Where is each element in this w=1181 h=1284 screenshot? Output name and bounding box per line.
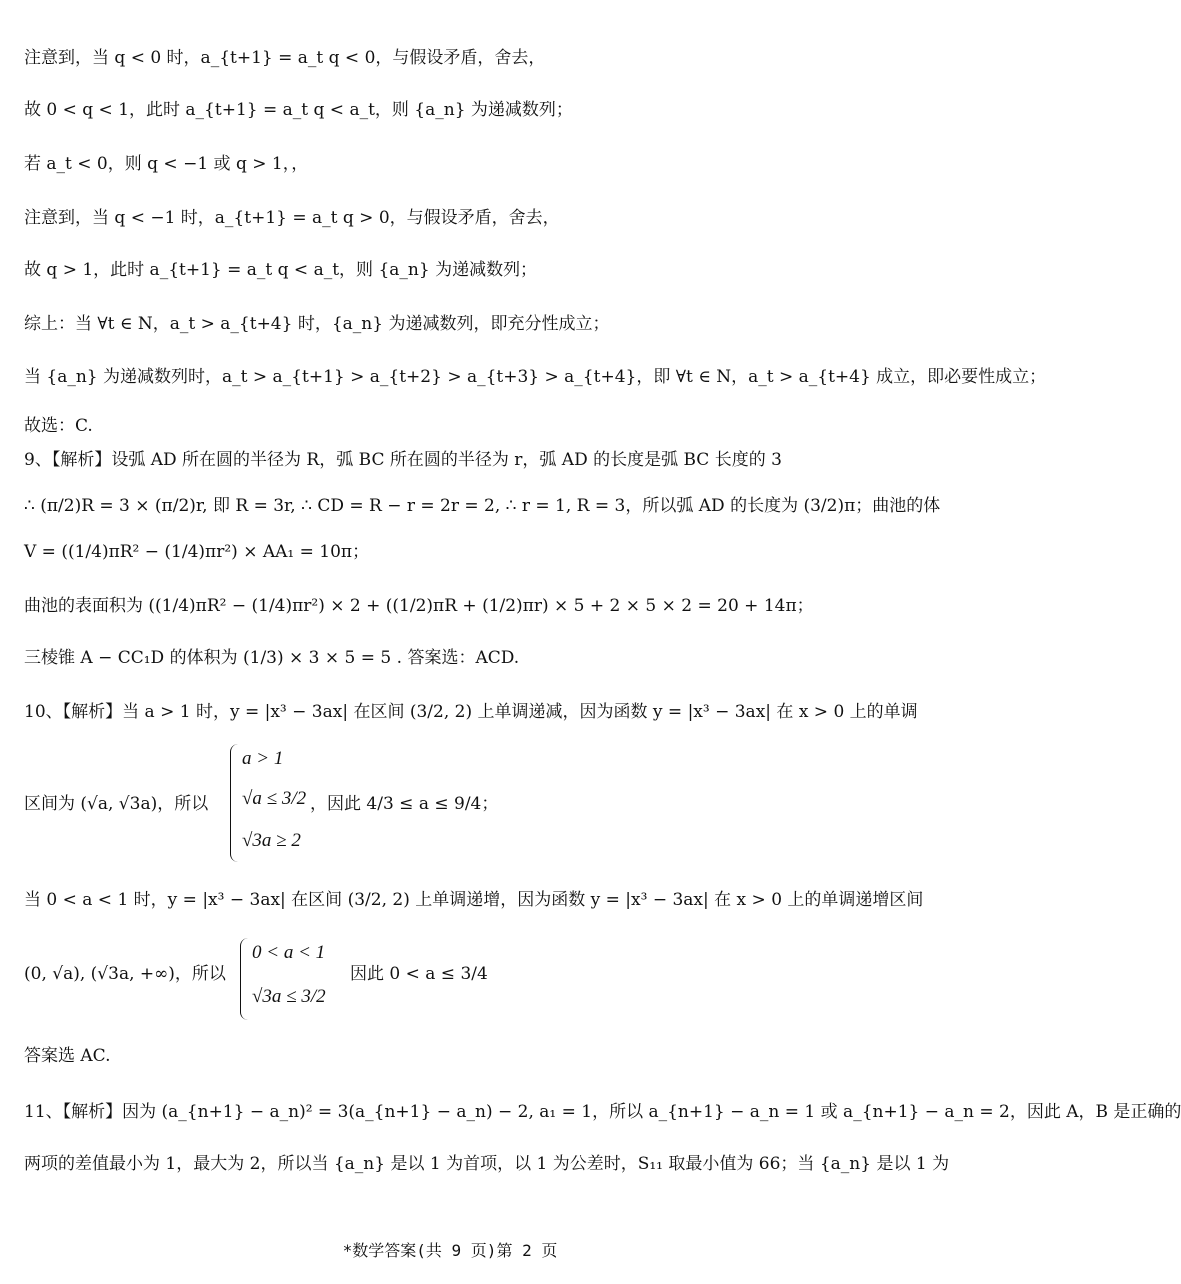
text-line: 答案选 AC. [24, 1046, 111, 1066]
system-row: √a ≤ 3/2 [242, 788, 307, 809]
text-line: 注意到，当 q < 0 时，a_{t+1} = a_t q < 0，与假设矛盾，舍去， [24, 48, 546, 68]
text-line: 注意到，当 q < −1 时，a_{t+1} = a_t q > 0，与假设矛盾，舍去， [24, 208, 560, 228]
text-line: 10、【解析】当 a > 1 时，y = |x³ − 3ax| 在区间 (3/2, 2) 上单调递减，因为函数 y = |x³ − 3ax| 在 x > 0 上的单调 [24, 702, 918, 722]
text-line: ∴ (π/2)R = 3 × (π/2)r, 即 R = 3r, ∴ CD = R − r = 2r = 2, ∴ r = 1, R = 3，所以弧 AD 的长度为 (3/2)π；曲池的体 [24, 496, 941, 516]
text-line: 9、【解析】设弧 AD 所在圆的半径为 R，弧 BC 所在圆的半径为 r，弧 AD 的长度是弧 BC 长度的 3 [24, 450, 782, 470]
text-line: 故选：C. [24, 416, 93, 436]
text-line: 区间为 (√a, √3a)，所以 [24, 794, 209, 814]
system-row: a > 1 [242, 748, 284, 769]
text-line: 若 a_t < 0，则 q < −1 或 q > 1，， [24, 154, 309, 174]
brace [230, 744, 239, 862]
text-line: (0, √a), (√3a, +∞)，所以 [24, 964, 226, 984]
text-line: 综上：当 ∀t ∈ N，a_t > a_{t+4} 时，{a_n} 为递减数列，即充分性成立； [24, 314, 610, 334]
text-line: ，因此 4/3 ≤ a ≤ 9/4； [310, 794, 499, 814]
text-line: V = ((1/4)πR² − (1/4)πr²) × AA₁ = 10π； [24, 542, 370, 562]
text-line: 曲池的表面积为 ((1/4)πR² − (1/4)πr²) × 2 + ((1/2)πR + (1/2)πr) × 5 + 2 × 5 × 2 = 20 + 14π； [24, 596, 814, 616]
text-line: 故 0 < q < 1，此时 a_{t+1} = a_t q < a_t，则 {a_n} 为递减数列； [24, 100, 573, 120]
text-line: 两项的差值最小为 1，最大为 2，所以当 {a_n} 是以 1 为首项，以 1 为公差时，S₁₁ 取最小值为 66；当 {a_n} 是以 1 为 [24, 1154, 950, 1174]
text-line: 故 q > 1，此时 a_{t+1} = a_t q < a_t，则 {a_n} 为递减数列； [24, 260, 538, 280]
text-line: 11、【解析】因为 (a_{n+1} − a_n)² = 3(a_{n+1} − a_n) − 2, a₁ = 1，所以 a_{n+1} − a_n = 1 或 a_{n+1} − a_n = 2，因此 A，B 是正确的 [24, 1102, 1181, 1122]
system-row: 0 < a < 1 [252, 942, 326, 963]
system-row: √3a ≤ 3/2 [252, 986, 326, 1007]
text-line: 因此 0 < a ≤ 3/4 [350, 964, 488, 984]
text-line: 当 0 < a < 1 时，y = |x³ − 3ax| 在区间 (3/2, 2) 上单调递增，因为函数 y = |x³ − 3ax| 在 x > 0 上的单调递增区间 [24, 890, 924, 910]
page-footer: *数学答案(共 9 页)第 2 页 [342, 1241, 558, 1260]
text-line: 三棱锥 A − CC₁D 的体积为 (1/3) × 3 × 5 = 5 . 答案选：ACD. [24, 648, 520, 668]
brace [240, 938, 249, 1020]
text-line: 当 {a_n} 为递减数列时，a_t > a_{t+1} > a_{t+2} > a_{t+3} > a_{t+4}，即 ∀t ∈ N，a_t > a_{t+4} 成立，即必要性成立； [24, 367, 1047, 387]
system-row: √3a ≥ 2 [242, 830, 301, 851]
